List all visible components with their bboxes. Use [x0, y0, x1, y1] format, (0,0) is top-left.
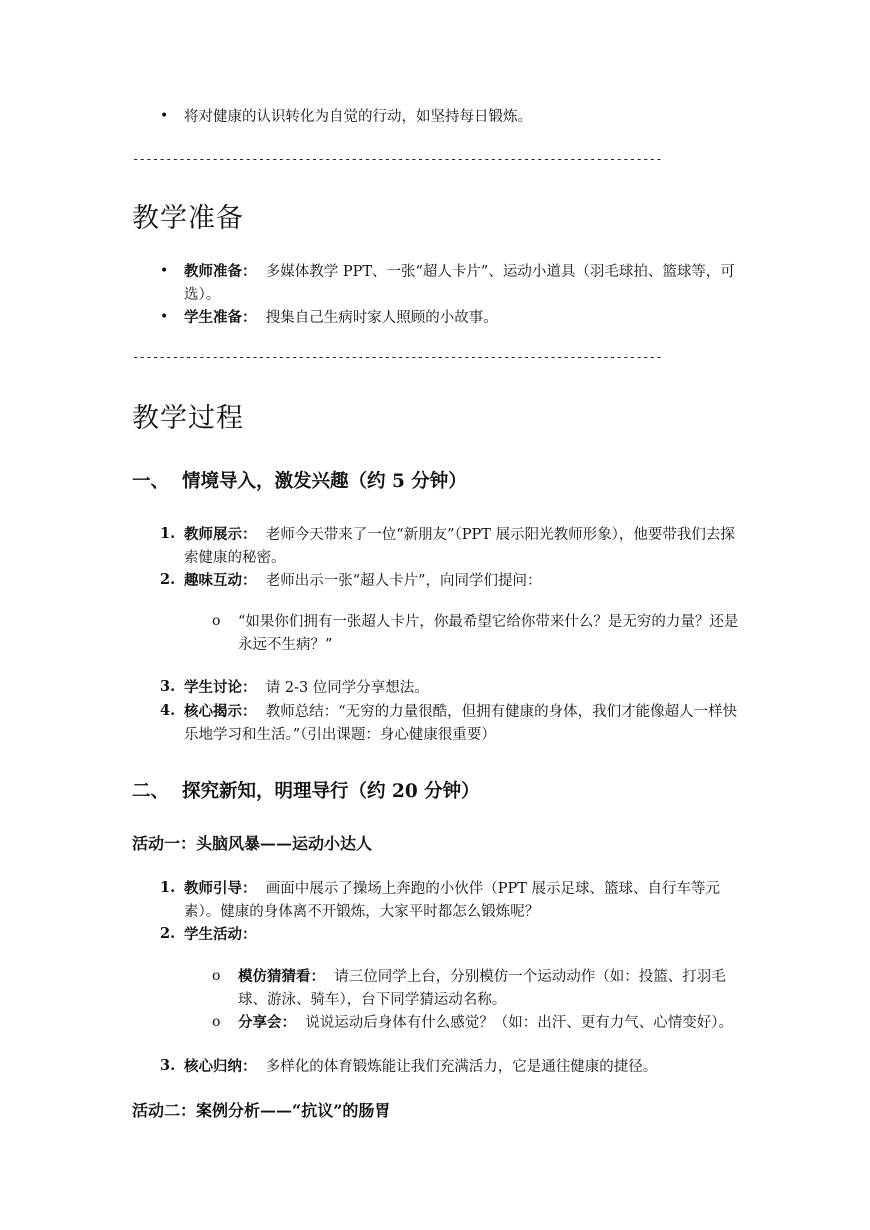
prep-item-teacher — [184, 260, 744, 307]
bullet-dot: • — [160, 108, 169, 124]
sub-activity-label: 分享会： — [238, 1014, 296, 1031]
step-text: 多样化的体育锻炼能让我们充满活力，它是通往健康的捷径。 — [265, 1059, 658, 1075]
prep-item-label: 教师准备： — [184, 263, 257, 280]
step-text: 教师总结：“无穷的力量很酷，但拥有健康的身体，我们才能像超人一样快乐地学习和生活。”（引出课题：身心健康很重要） — [184, 704, 738, 743]
circle-bullet: o — [212, 968, 221, 984]
goal-bullet-text: 将对健康的认识转化为自觉的行动，如坚持每日锻炼。 — [184, 109, 532, 125]
sub-activity-text: 说说运动后身体有什么感觉？（如：出汗、更有力气、心情变好）。 — [305, 1015, 733, 1031]
circle-bullet: o — [212, 1014, 221, 1030]
sub-activity-label: 模仿猜猜看： — [238, 968, 325, 985]
prep-heading: 教学准备 — [132, 203, 244, 234]
prep-item-text: 多媒体教学 PPT、一张“超人卡片”、运动小道具（羽毛球拍、篮球等，可选）。 — [184, 264, 735, 303]
step-text: 画面中展示了操场上奔跑的小伙伴（PPT 展示足球、篮球、自行车等元素）。健康的身体离不开锻炼，大家平时都怎么锻炼呢？ — [184, 881, 721, 920]
step-label: 学生活动： — [184, 926, 257, 943]
step-number: 2. — [160, 571, 176, 588]
quote-text: “如果你们拥有一张超人卡片，你最希望它给你带来什么？是无穷的力量？还是永远不生病？” — [238, 614, 739, 653]
section2-marker: 二、 — [132, 781, 170, 802]
prep-item-student — [184, 306, 744, 330]
activity1-step — [184, 877, 744, 924]
section1-step — [184, 676, 744, 700]
step-number: 2. — [160, 925, 176, 942]
step-label: 核心归纳： — [184, 1058, 257, 1075]
step-number: 4. — [160, 702, 176, 719]
activity1-title: 活动一：头脑风暴——运动小达人 — [132, 834, 373, 853]
step-label: 学生讨论： — [184, 679, 257, 696]
activity1-step — [184, 1055, 744, 1079]
section2-title: 探究新知，明理导行（约 20 分钟） — [182, 781, 480, 802]
sub-activity — [238, 965, 743, 1012]
prep-item-label: 学生准备： — [184, 309, 257, 326]
sub-activity-text: 请三位同学上台，分别模仿一个运动动作（如：投篮、打羽毛球、游泳、骑车），台下同学猜运动名称。 — [238, 969, 726, 1008]
step-number: 3. — [160, 1057, 176, 1074]
step-label: 教师展示： — [184, 526, 257, 543]
process-heading: 教学过程 — [132, 403, 244, 434]
step-text: 老师出示一张“超人卡片”，向同学们提问： — [265, 573, 542, 589]
activity2-title: 活动二：案例分析——“抗议”的肠胃 — [132, 1101, 391, 1120]
step-label: 趣味互动： — [184, 572, 257, 589]
section1-step — [184, 523, 744, 570]
divider: -------------------------------------------------------------------------------- — [132, 152, 662, 166]
divider: -------------------------------------------------------------------------------- — [132, 350, 662, 364]
bullet-dot: • — [160, 309, 169, 325]
step-text: 请 2-3 位同学分享想法。 — [265, 680, 429, 696]
step-number: 1. — [160, 525, 176, 542]
step-label: 教师引导： — [184, 880, 257, 897]
section1-title: 情境导入，激发兴趣（约 5 分钟） — [182, 471, 467, 492]
section1-step — [184, 700, 744, 747]
step-text: 老师今天带来了一位“新朋友”（PPT 展示阳光教师形象），他要带我们去探索健康的秘密。 — [184, 527, 735, 566]
section1-step — [184, 569, 744, 593]
step-number: 1. — [160, 879, 176, 896]
activity1-step — [184, 923, 744, 947]
prep-item-text: 搜集自己生病时家人照顾的小故事。 — [265, 310, 498, 326]
sub-activity — [238, 1011, 748, 1035]
bullet-dot: • — [160, 263, 169, 279]
step-label: 核心揭示： — [184, 703, 257, 720]
circle-bullet: o — [212, 613, 221, 629]
step-number: 3. — [160, 678, 176, 695]
section1-marker: 一、 — [132, 471, 170, 492]
